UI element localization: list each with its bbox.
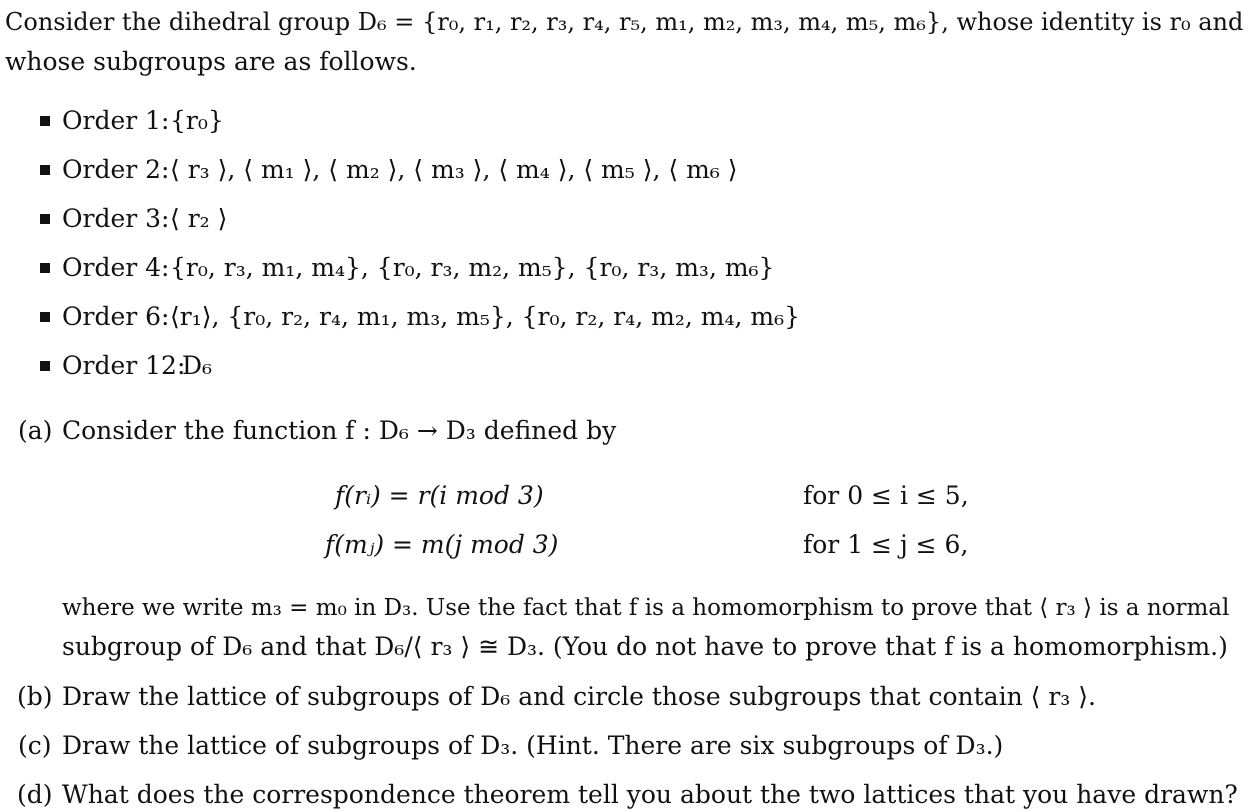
part-c-text: Draw the lattice of subgroups of D₃. (Hint. There are six subgroups of D₃.) bbox=[62, 731, 1004, 760]
intro-line-2: whose subgroups are as follows. bbox=[5, 47, 417, 76]
subgroup-order-items: ⟨r₁⟩, {r₀, r₂, r₄, m₁, m₃, m₅}, {r₀, r₂, r₄, m₂, m₄, m₆} bbox=[170, 302, 801, 331]
subgroup-order-label: Order 1: bbox=[62, 106, 170, 135]
subgroup-order-label: Order 12: bbox=[62, 351, 186, 380]
part-a-intro: Consider the function f : D₆ → D₃ defined by bbox=[62, 416, 617, 445]
bullet-icon bbox=[40, 214, 50, 224]
subgroup-order-label: Order 2: bbox=[62, 155, 170, 184]
part-d-label: (d) bbox=[17, 780, 53, 809]
part-a-label: (a) bbox=[18, 416, 53, 445]
bullet-icon bbox=[40, 361, 50, 371]
subgroup-order-items: {r₀} bbox=[170, 106, 224, 135]
subgroup-order-label: Order 4: bbox=[62, 253, 170, 282]
part-d-text: What does the correspondence theorem tell you about the two lattices that you have drawn? bbox=[62, 780, 1238, 809]
subgroup-order-label: Order 3: bbox=[62, 204, 170, 233]
part-a-text-1: where we write m₃ = m₀ in D₃. Use the fact that f is a homomorphism to prove that ⟨ r₃ ⟩ is a normal bbox=[62, 595, 1230, 621]
subgroup-order-items: ⟨ r₂ ⟩ bbox=[170, 204, 228, 233]
bullet-icon bbox=[40, 116, 50, 126]
intro-line-1: Consider the dihedral group D₆ = {r₀, r₁, r₂, r₃, r₄, r₅, m₁, m₂, m₃, m₄, m₅, m₆}, whose identity is r₀ and bbox=[5, 8, 1244, 36]
bullet-icon bbox=[40, 263, 50, 273]
subgroup-order-items: D₆ bbox=[182, 351, 213, 380]
bullet-icon bbox=[40, 165, 50, 175]
equation-mj: f(mⱼ) = m(j mod 3) bbox=[325, 530, 559, 559]
equation-ri: f(rᵢ) = r(i mod 3) bbox=[335, 481, 544, 510]
subgroup-order-label: Order 6: bbox=[62, 302, 170, 331]
bullet-icon bbox=[40, 312, 50, 322]
part-b-text: Draw the lattice of subgroups of D₆ and circle those subgroups that contain ⟨ r₃ ⟩. bbox=[62, 682, 1096, 711]
equation-ri-condition: for 0 ≤ i ≤ 5, bbox=[803, 481, 969, 510]
subgroup-order-items: {r₀, r₃, m₁, m₄}, {r₀, r₃, m₂, m₅}, {r₀, r₃, m₃, m₆} bbox=[170, 253, 775, 282]
part-a-text-2: subgroup of D₆ and that D₆/⟨ r₃ ⟩ ≅ D₃. (You do not have to prove that f is a homomorphism.) bbox=[62, 632, 1228, 661]
subgroup-order-items: ⟨ r₃ ⟩, ⟨ m₁ ⟩, ⟨ m₂ ⟩, ⟨ m₃ ⟩, ⟨ m₄ ⟩, ⟨ m₅ ⟩, ⟨ m₆ ⟩ bbox=[170, 155, 738, 184]
part-c-label: (c) bbox=[18, 731, 52, 760]
equation-mj-condition: for 1 ≤ j ≤ 6, bbox=[803, 530, 969, 559]
part-b-label: (b) bbox=[17, 682, 53, 711]
